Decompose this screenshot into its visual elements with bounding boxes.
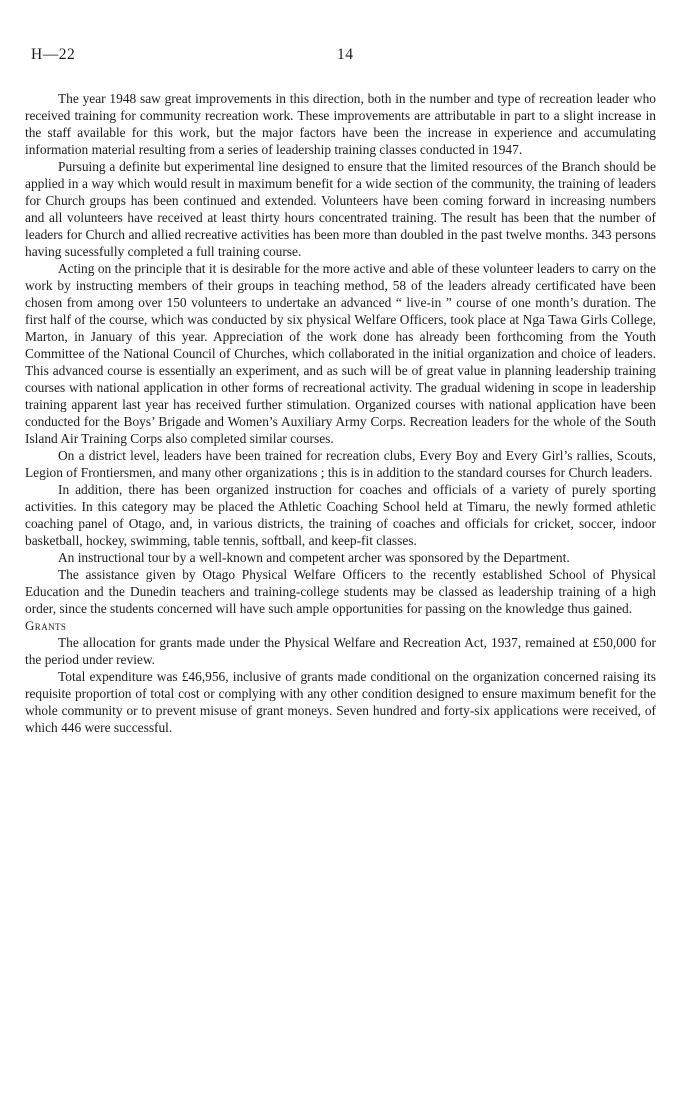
paragraph: Pursuing a definite but experimental line designed to ensure that the limited resources of the Branch should be applied in a way which would result in maximum benefit for a wide section of the community, the training of leaders for Church groups has been continued and extended. Volunteers have been coming forward in increasing numbers and all volunteers have received at least thirty hours concentrated training. The result has been that the number of leaders for Church and allied recreative activities has been more than doubled in the past twelve months. 343 persons having sucessfully completed a full training course. [25, 159, 656, 259]
document-code: H—22 [31, 46, 76, 63]
paragraph: Total expenditure was £46,956, inclusive of grants made conditional on the organization concerned raising its requisite proportion of total cost or complying with any other condition designed to ensure maximum benefit for the whole community or to prevent misuse of grant moneys. Seven hundred and forty-six applications were received, of which 446 were successful. [25, 669, 656, 735]
paragraph: An instructional tour by a well-known and competent archer was sponsored by the Department. [58, 550, 570, 565]
paragraph: The allocation for grants made under the Physical Welfare and Recreation Act, 1937, remained at £50,000 for the period under review. [25, 635, 656, 667]
section-heading-grants: Grants [25, 618, 67, 633]
document-body [25, 90, 656, 736]
paragraph: In addition, there has been organized instruction for coaches and officials of a variety of purely sporting activities. In this category may be placed the Athletic Coaching School held at Timaru, the newly formed athletic coaching panel of Otago, and, in various districts, the training of coaches and officials for cricket, soccer, indoor basketball, hockey, swimming, table tennis, softball, and keep-fit classes. [25, 482, 656, 548]
paragraph: The year 1948 saw great improvements in this direction, both in the number and type of recreation leader who received training for community recreation work. These improvements are attributable in part to a slight increase in the staff available for this work, but the major factors have been the increase in experience and accumulating information material resulting from a series of leadership training classes conducted in 1947. [25, 91, 656, 157]
page-number: 14 [337, 46, 354, 63]
paragraph: Acting on the principle that it is desirable for the more active and able of these volunteer leaders to carry on the work by instructing members of their groups in teaching method, 58 of the leaders already certificated have been chosen from among over 150 volunteers to undertake an advanced “ live-in ” course of one month’s duration. The first half of the course, which was conducted by six physical Welfare Officers, took place at Nga Tawa Girls College, Marton, in January of this year. Appreciation of the work done has already been forthcoming from the Youth Committee of the National Council of Churches, which collaborated in the initial organization and choice of leaders. This advanced course is essentially an experiment, and as such will be of great value in planning leadership training courses with national application in other forms of recreational activity. The gradual widening in scope in leadership training apparent last year has received further stimulation. Organized courses with national application have been conducted for the Boys’ Brigade and Women’s Auxiliary Army Corps. Recreation leaders for the whole of the South Island Air Training Corps also completed similar courses. [25, 261, 656, 446]
paragraph: On a district level, leaders have been trained for recreation clubs, Every Boy and Every Girl’s rallies, Scouts, Legion of Frontiersmen, and many other organizations ; this is in addition to the standard courses for Church leaders. [25, 448, 656, 480]
paragraph: The assistance given by Otago Physical Welfare Officers to the recently established School of Physical Education and the Dunedin teachers and training-college students may be classed as leadership training of a high order, since the students concerned will have such ample opportunities for passing on the knowledge thus gained. [25, 567, 656, 616]
